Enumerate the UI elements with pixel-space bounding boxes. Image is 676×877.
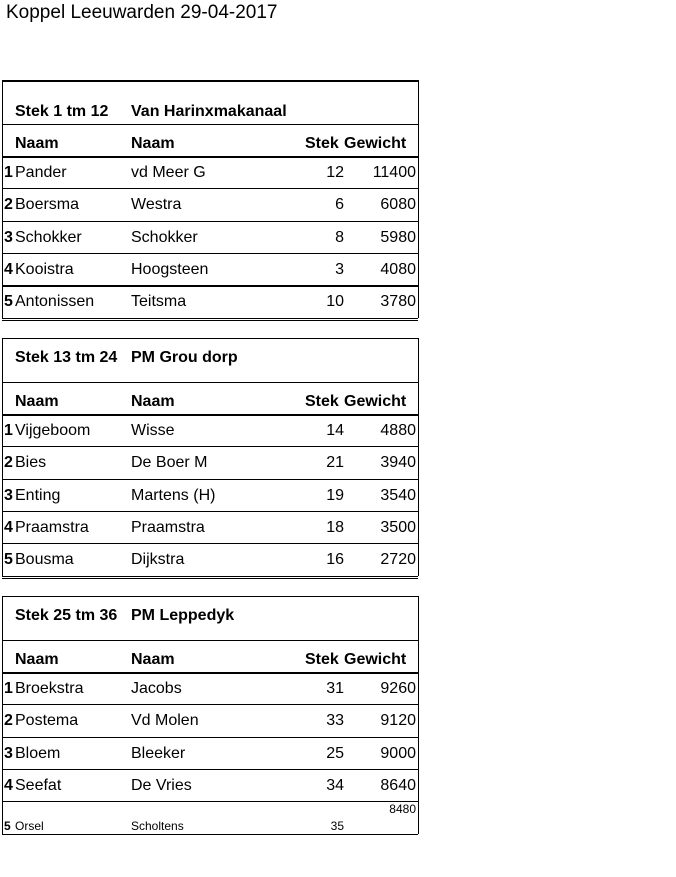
name-cell: Jacobs [131, 680, 182, 697]
row-border [2, 188, 418, 189]
name-cell: Orsel [15, 819, 44, 834]
name-cell: Bloem [15, 744, 61, 762]
section-location: Van Harinxmakanaal [131, 103, 287, 120]
row-border [2, 382, 418, 383]
row-border [2, 338, 418, 339]
name-cell: Bleeker [131, 744, 186, 762]
section-location: PM Leppedyk [131, 607, 235, 624]
column-header-naam: Naam [15, 135, 59, 152]
rank-cell: 1 [4, 164, 13, 181]
row-border [2, 511, 418, 512]
column-border [418, 80, 419, 318]
row-border [2, 737, 418, 738]
stek-cell: 14 [326, 422, 344, 439]
name-cell: Vd Molen [131, 712, 199, 730]
name-cell: vd Meer G [131, 164, 206, 181]
stek-cell: 12 [326, 164, 344, 181]
name-cell: Hoogsteen [131, 260, 209, 278]
row-border [2, 124, 418, 125]
section-range: Stek 13 tm 24 [15, 349, 118, 366]
column-border [2, 596, 3, 834]
rank-cell: 4 [4, 518, 13, 536]
column-border [418, 338, 419, 576]
name-cell: Seefat [15, 776, 62, 794]
row-border [2, 80, 418, 82]
stek-cell: 33 [326, 712, 344, 730]
column-header-naam: Naam [131, 135, 175, 152]
row-border [2, 769, 418, 770]
name-cell: Vijgeboom [15, 422, 91, 439]
row-border [2, 253, 418, 254]
stek-cell: 34 [326, 776, 344, 794]
name-cell: Antonissen [15, 293, 95, 311]
gewicht-cell: 5980 [380, 228, 416, 246]
gewicht-cell: 2720 [380, 551, 416, 569]
column-header-naam: Naam [15, 393, 59, 410]
page-title: Koppel Leeuwarden 29-04-2017 [6, 2, 278, 23]
rank-cell: 5 [4, 293, 13, 311]
row-border [2, 318, 418, 319]
row-border [2, 221, 418, 222]
column-header-naam: Naam [131, 651, 175, 668]
stek-cell: 21 [326, 454, 344, 472]
rank-cell: 3 [4, 228, 13, 246]
row-border [2, 414, 418, 416]
row-border [2, 834, 418, 835]
stek-cell: 10 [326, 293, 344, 311]
column-header-gewicht: Gewicht [344, 135, 407, 152]
column-border [418, 596, 419, 834]
row-border [2, 446, 418, 447]
name-cell: Bies [15, 454, 47, 472]
name-cell: Pander [15, 164, 67, 181]
name-cell: De Boer M [131, 454, 208, 472]
stek-cell: 18 [326, 518, 344, 536]
stek-cell: 25 [326, 744, 344, 762]
gewicht-cell: 6080 [380, 196, 416, 214]
gewicht-cell: 8480 [389, 802, 416, 817]
gewicht-cell: 3940 [380, 454, 416, 472]
gewicht-cell: 9120 [380, 712, 416, 730]
name-cell: Praamstra [15, 518, 89, 536]
gewicht-cell: 4080 [380, 260, 416, 278]
row-border [2, 704, 418, 705]
row-border [2, 578, 418, 579]
gewicht-cell: 3540 [380, 486, 416, 504]
rank-cell: 3 [4, 486, 13, 504]
column-border [2, 80, 3, 318]
section-range: Stek 1 tm 12 [15, 103, 109, 120]
column-header-stek: Stek [305, 651, 339, 668]
name-cell: Postema [15, 712, 79, 730]
rank-cell: 2 [4, 454, 13, 472]
name-cell: Martens (H) [131, 486, 216, 504]
column-header-naam: Naam [131, 393, 175, 410]
row-border [2, 543, 418, 544]
column-border [2, 338, 3, 576]
rank-cell: 5 [4, 551, 13, 569]
name-cell: Dijkstra [131, 551, 185, 569]
row-border [2, 576, 418, 577]
gewicht-cell: 3500 [380, 518, 416, 536]
name-cell: De Vries [131, 776, 192, 794]
gewicht-cell: 8640 [380, 776, 416, 794]
rank-cell: 2 [4, 712, 13, 730]
name-cell: Scholtens [131, 819, 184, 834]
name-cell: Westra [131, 196, 182, 214]
results-table [2, 80, 418, 839]
rank-cell: 2 [4, 196, 13, 214]
column-header-naam: Naam [15, 651, 59, 668]
name-cell: Enting [15, 486, 61, 504]
name-cell: Teitsma [131, 293, 187, 311]
stek-cell: 6 [335, 196, 344, 214]
rank-cell: 4 [4, 260, 13, 278]
rank-cell: 1 [4, 422, 13, 439]
stek-cell: 16 [326, 551, 344, 569]
column-header-stek: Stek [305, 393, 339, 410]
gewicht-cell: 9000 [380, 744, 416, 762]
stek-cell: 35 [330, 819, 344, 834]
row-border [2, 672, 418, 674]
gewicht-cell: 4880 [380, 422, 416, 439]
stek-cell: 19 [326, 486, 344, 504]
name-cell: Kooistra [15, 260, 74, 278]
column-header-gewicht: Gewicht [344, 651, 407, 668]
name-cell: Boersma [15, 196, 80, 214]
name-cell: Praamstra [131, 518, 205, 536]
name-cell: Schokker [131, 228, 198, 246]
row-border [2, 156, 418, 158]
section-range: Stek 25 tm 36 [15, 607, 118, 624]
row-border [2, 801, 418, 802]
row-border [2, 285, 418, 287]
stek-cell: 31 [326, 680, 344, 697]
section-location: PM Grou dorp [131, 349, 238, 366]
rank-cell: 4 [4, 776, 13, 794]
rank-cell: 3 [4, 744, 13, 762]
rank-cell: 1 [4, 680, 13, 697]
rank-cell: 5 [4, 819, 11, 834]
column-header-gewicht: Gewicht [344, 393, 407, 410]
gewicht-cell: 11400 [372, 164, 416, 181]
gewicht-cell: 3780 [380, 293, 416, 311]
stek-cell: 3 [335, 260, 344, 278]
row-border [2, 640, 418, 641]
name-cell: Broekstra [15, 680, 84, 697]
name-cell: Wisse [131, 422, 175, 439]
row-border [2, 596, 418, 597]
stek-cell: 8 [335, 228, 344, 246]
column-header-stek: Stek [305, 135, 339, 152]
name-cell: Bousma [15, 551, 74, 569]
gewicht-cell: 9260 [380, 680, 416, 697]
name-cell: Schokker [15, 228, 82, 246]
row-border [2, 320, 418, 321]
row-border [2, 479, 418, 480]
